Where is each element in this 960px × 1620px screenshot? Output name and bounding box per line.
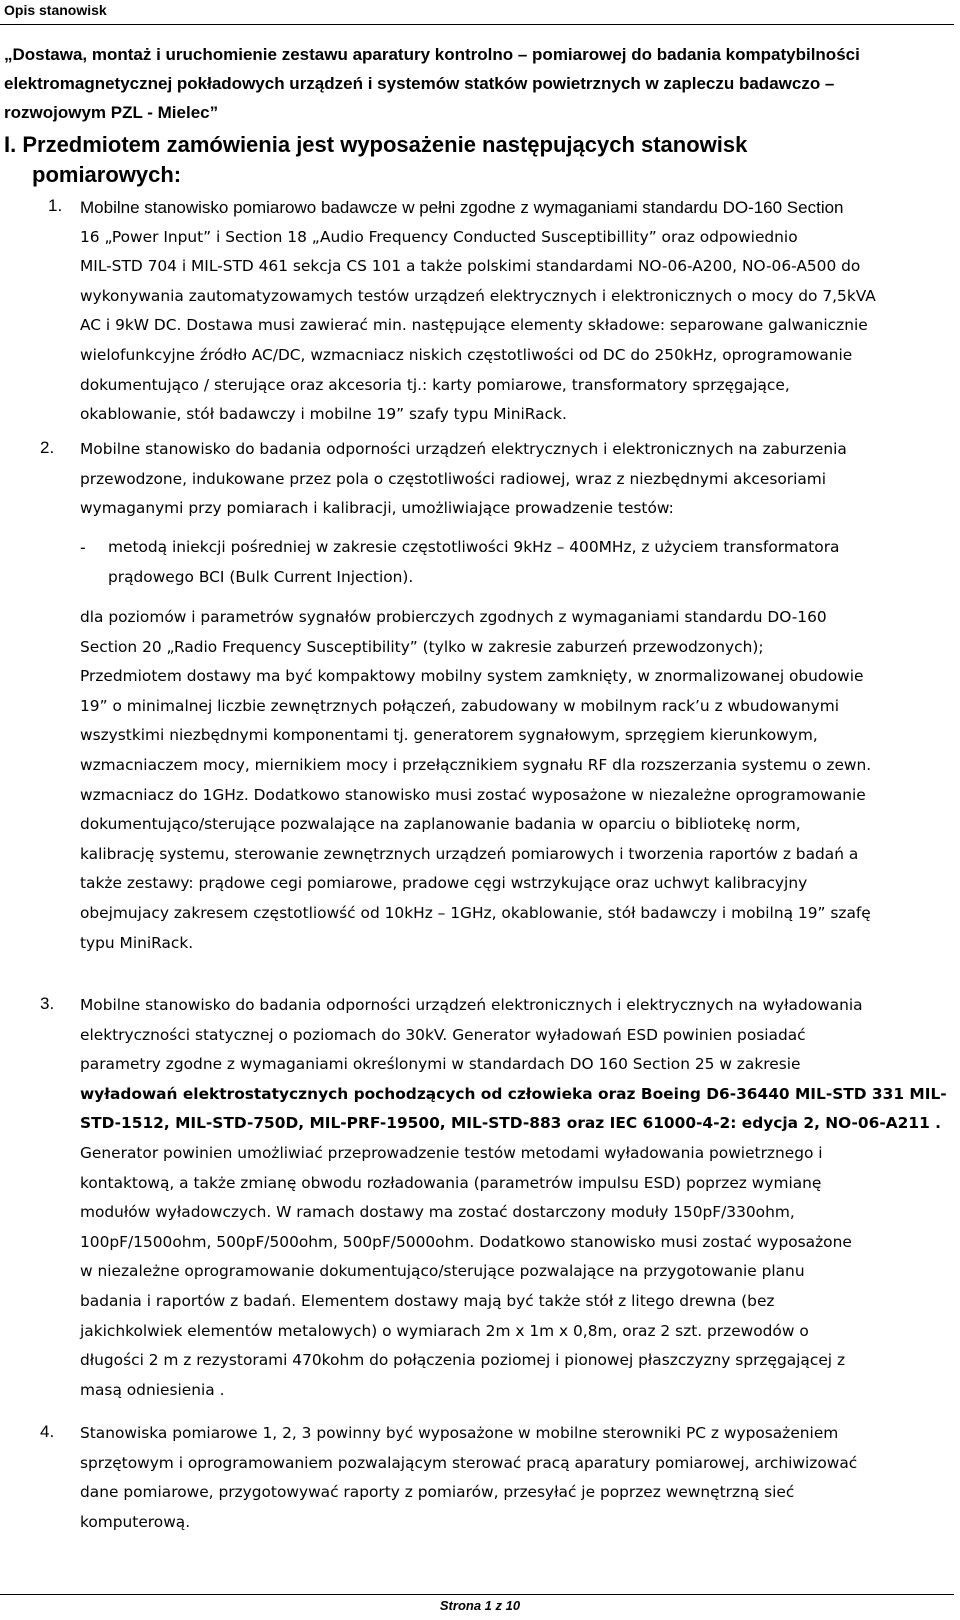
paragraph-line: dokumentująco / sterujące oraz akcesoria tj.: karty pomiarowe, transformatory sprzęgające,: [80, 375, 790, 394]
paragraph-line: Mobilne stanowisko do badania odporności urządzeń elektronicznych i elektrycznych na wyładowania: [80, 996, 863, 1014]
item-number: 4.: [40, 1422, 55, 1441]
item-2-continuation: [80, 603, 960, 958]
paragraph-line: wzmacniacz do 1GHz. Dodatkowo stanowisko musi zostać wyposażone w niezależne oprogramowanie: [80, 785, 866, 804]
paragraph-line: Przedmiotem dostawy ma być kompaktowy mobilny system zamknięty, w znormalizowanej obudowie: [80, 667, 864, 686]
paragraph-line: kontaktową, a także zmianę obwodu rozładowania (parametrów impulsu ESD) poprzez wymianę: [80, 1173, 822, 1192]
item-number: 3.: [40, 994, 55, 1013]
paragraph-line: Generator powinien umożliwiać przeprowadzenie testów metodami wyładowania powietrznego i: [80, 1143, 823, 1162]
page-number: Strona 1 z 10: [439, 1598, 521, 1613]
paragraph-line: obejmujacy zakresem częstotliowść od 10kHz – 1GHz, okablowanie, stół badawczy i mobilną 19” szafę: [80, 903, 871, 922]
dash-bullet: -: [80, 538, 86, 557]
item-number: 2.: [40, 438, 55, 457]
paragraph-line: Section 20 „Radio Frequency Susceptibility” (tylko w zakresie zaburzeń przewodzonych);: [80, 637, 764, 656]
paragraph-line: jakichkolwiek elementów metalowych) o wymiarach 2m x 1m x 0,8m, oraz 2 szt. przewodów o: [80, 1321, 809, 1340]
paragraph-line: badania i raportów z badań. Elementem dostawy mają być także stół z litego drewna (bez: [80, 1291, 775, 1310]
paragraph-line: sprzętowym i oprogramowaniem pozwalającym sterować pracą aparatury pomiarowej, archiwizować: [80, 1453, 858, 1472]
paragraph-line: kalibrację systemu, sterowanie zewnętrznych urządzeń pomiarowych i tworzenia raportów z badań a: [80, 844, 859, 863]
paragraph-line: Stanowiska pomiarowe 1, 2, 3 powinny być wyposażone w mobilne sterowniki PC z wyposażeniem: [80, 1424, 839, 1442]
paragraph-line: Mobilne stanowisko do badania odporności urządzeń elektrycznych i elektronicznych na zaburzenia: [80, 440, 847, 458]
paragraph-line: dla poziomów i parametrów sygnałów probierczych zgodnych z wymaganiami standardu DO-160: [80, 608, 827, 626]
paragraph-line: parametry zgodne z wymaganiami określonymi w standardach DO 160 Section 25 w zakresie: [80, 1055, 801, 1074]
paragraph-line: w niezależne oprogramowanie dokumentująco/sterujące pozwalające na przygotowanie planu: [80, 1262, 805, 1281]
item-4-text: [80, 1419, 960, 1537]
item-2-text: [80, 435, 960, 524]
dash-item-text: [108, 533, 958, 592]
paragraph-line: dokumentująco/sterujące pozwalające na zaplanowanie badania w oparciu o bibliotekę norm,: [80, 815, 801, 834]
section-heading-line: pomiarowych:: [32, 162, 182, 187]
paragraph-line: komputerową.: [80, 1512, 191, 1531]
item-3-text: [80, 991, 960, 1405]
paragraph-line: STD-1512, MIL-STD-750D, MIL-PRF-19500, MIL-STD-883 oraz IEC 61000-4-2: edycja 2, NO-06-A211 .: [80, 1114, 941, 1133]
item-number: 1.: [48, 196, 63, 215]
paragraph-line: wykonywania zautomatyzowamych testów urządzeń elektrycznych i elektronicznych o mocy do 7,5kVA: [80, 286, 876, 305]
paragraph-line: metodą iniekcji pośredniej w zakresie częstotliwości 9kHz – 400MHz, z użyciem transformatora: [108, 538, 840, 556]
paragraph-line: 16 „Power Input” i Section 18 „Audio Frequency Conducted Susceptibillity” oraz odpowiednio: [80, 227, 798, 246]
document-title-line: „Dostawa, montaż i uruchomienie zestawu aparatury kontrolno – pomiarowej do badania kompatybilności: [4, 45, 860, 64]
header-title: Opis stanowisk: [4, 2, 107, 18]
paragraph-line: Mobilne stanowisko pomiarowo badawcze w pełni zgodne z wymaganiami standardu DO-160 Section: [80, 198, 844, 217]
header-divider: [0, 24, 954, 25]
paragraph-line: przewodzone, indukowane przez pola o częstotliwości radiowej, wraz z niezbędnymi akcesoriami: [80, 469, 827, 488]
document-title-line: rozwojowym PZL - Mielec”: [4, 103, 219, 122]
paragraph-line: wymaganymi przy pomiarach i kalibracji, umożliwiające prowadzenie testów:: [80, 499, 674, 518]
paragraph-line: także zestawy: prądowe cegi pomiarowe, pradowe cęgi wstrzykujące oraz uchwyt kalibracyjny: [80, 874, 808, 893]
paragraph-line: modułów wyładowczych. W ramach dostawy ma zostać dostarczony moduły 150pF/330ohm,: [80, 1203, 795, 1222]
paragraph-line: wyładowań elektrostatycznych pochodzących od człowieka oraz Boeing D6-36440 MIL-STD 331 MIL-: [80, 1084, 947, 1103]
paragraph-line: wzmacniaczem mocy, miernikiem mocy i przełącznikiem sygnału RF dla rozszerzania systemu o zewn.: [80, 755, 872, 774]
paragraph-line: MIL-STD 704 i MIL-STD 461 sekcja CS 101 a także polskimi standardami NO-06-A200, NO-06-A500 do: [80, 257, 861, 276]
paragraph-line: AC i 9kW DC. Dostawa musi zawierać min. następujące elementy składowe: separowane galwanicznie: [80, 316, 868, 335]
footer-divider: [0, 1594, 954, 1595]
document-title-line: elektromagnetycznej pokładowych urządzeń i systemów statków powietrznych w zapleczu badawczo –: [4, 74, 835, 93]
paragraph-line: dane pomiarowe, przygotowywać raporty z pomiarów, przesyłać je poprzez wewnętrzną sieć: [80, 1483, 795, 1502]
paragraph-line: długości 2 m z rezystorami 470kohm do połączenia poziomej i pionowej płaszczyzny sprzęgającej z: [80, 1351, 846, 1370]
paragraph-line: wszystkimi niezbędnymi komponentami tj. generatorem sygnałowym, sprzęgiem kierunkowym,: [80, 726, 818, 745]
paragraph-line: masą odniesienia .: [80, 1380, 225, 1399]
paragraph-line: wielofunkcyjne źródło AC/DC, wzmacniacz niskich częstotliwości od DC do 250kHz, oprogramowanie: [80, 345, 853, 364]
paragraph-line: 19” o minimalnej liczbie zewnętrznych połączeń, zabudowany w mobilnym rack’u z wbudowanymi: [80, 696, 839, 715]
paragraph-line: 100pF/1500ohm, 500pF/500ohm, 500pF/5000ohm. Dodatkowo stanowisko musi zostać wyposażone: [80, 1232, 852, 1251]
paragraph-line: prądowego BCI (Bulk Current Injection).: [108, 567, 414, 586]
paragraph-line: okablowanie, stół badawczy i mobilne 19” szafy typu MiniRack.: [80, 405, 567, 424]
item-1-text: [80, 193, 960, 430]
section-heading: [4, 130, 904, 190]
paragraph-line: typu MiniRack.: [80, 933, 194, 952]
paragraph-line: elektryczności statycznej o poziomach do 30kV. Generator wyładowań ESD powinien posiadać: [80, 1025, 806, 1044]
document-title: [4, 40, 944, 127]
section-heading-line: I. Przedmiotem zamówienia jest wyposażenie następujących stanowisk: [4, 132, 748, 157]
